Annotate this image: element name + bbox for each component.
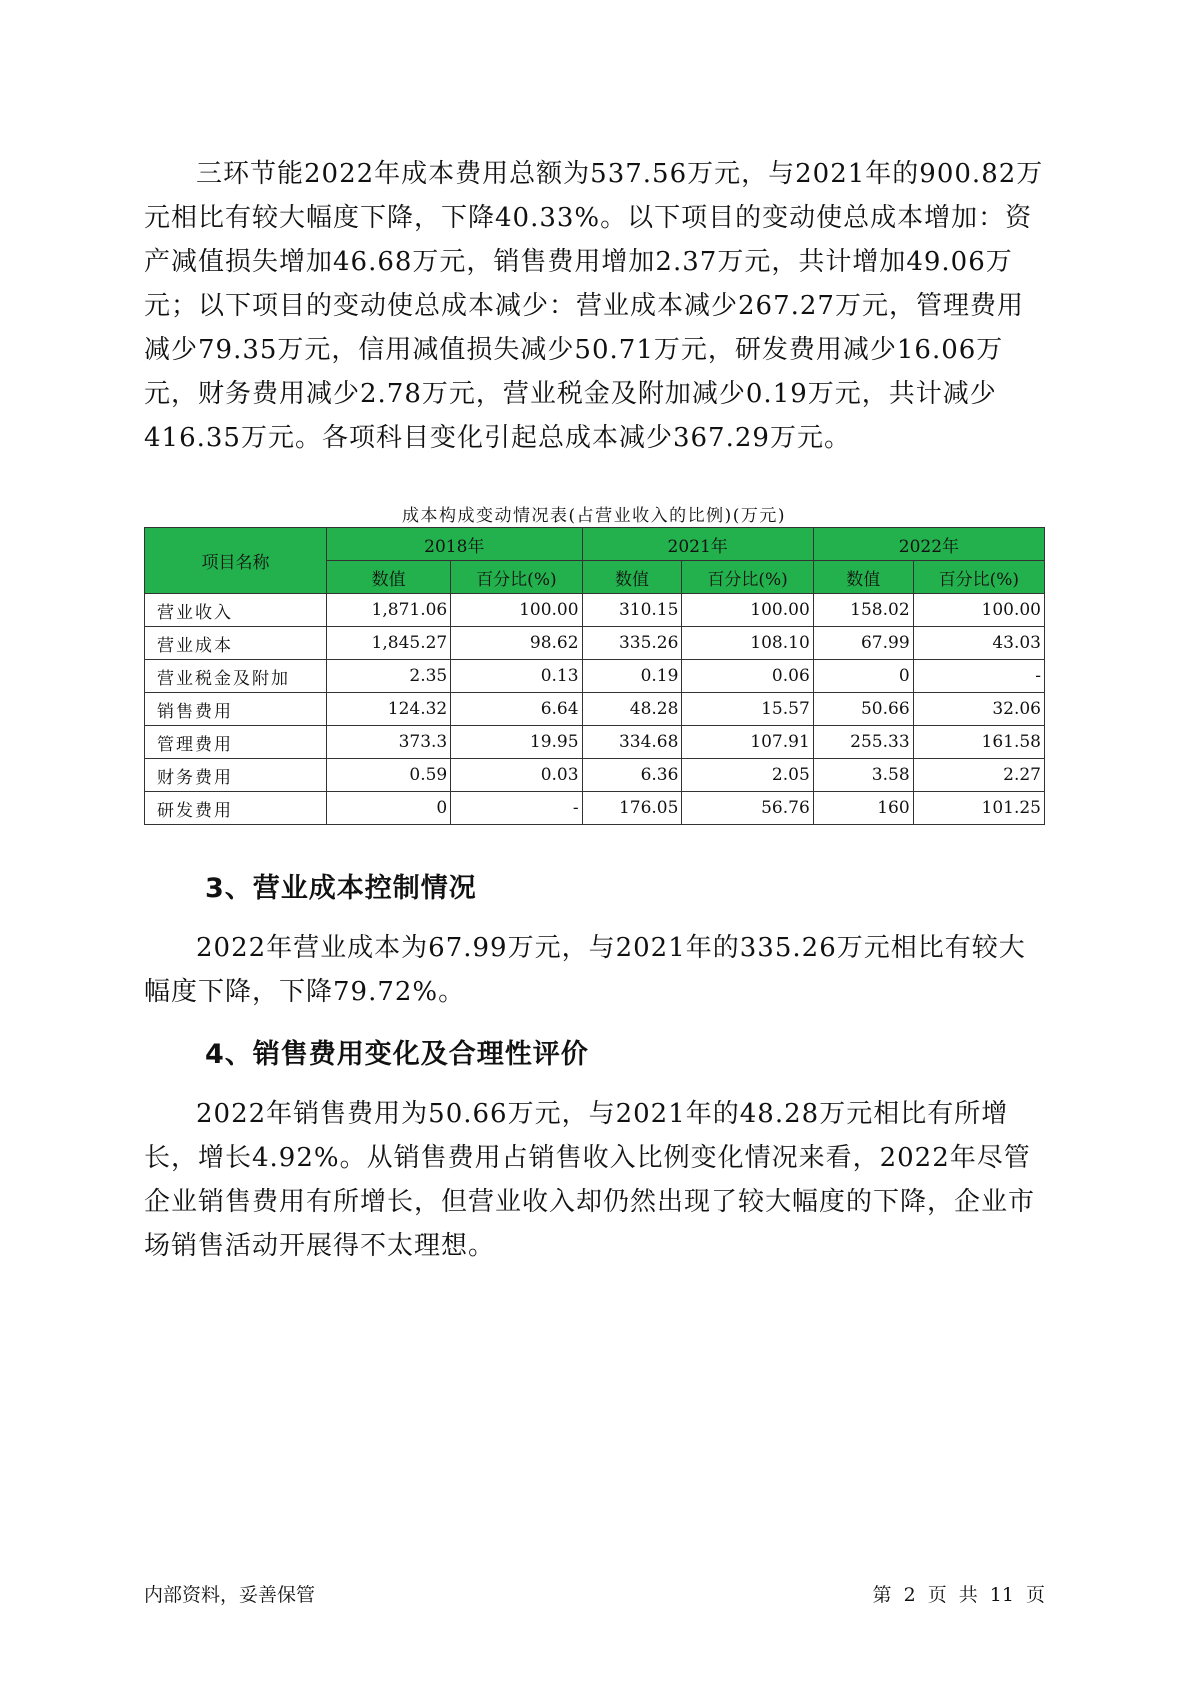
header-year-2022: 2022年 [813,528,1044,561]
row-label: 财务费用 [145,759,327,792]
table-cell: 1,871.06 [327,594,451,627]
table-cell: 101.25 [913,792,1044,825]
table-cell: 107.91 [682,726,813,759]
table-cell: 3.58 [813,759,913,792]
table-cell: 2.35 [327,660,451,693]
table-cell: 1,845.27 [327,627,451,660]
table-row [145,792,1045,825]
table-cell: 176.05 [582,792,682,825]
table-cell: 19.95 [451,726,582,759]
table-cell: 50.66 [813,693,913,726]
table-cell: 43.03 [913,627,1044,660]
table-cell: 160 [813,792,913,825]
table-cell: 6.36 [582,759,682,792]
table-cell: 2.05 [682,759,813,792]
table-cell: 0.59 [327,759,451,792]
summary-paragraph: 三环节能2022年成本费用总额为537.56万元，与2021年的900.82万元相比有较大幅度下降，下降40.33%。以下项目的变动使总成本增加：资产减值损失增加46.68万元，销售费用增加2.37万元，共计增加49.06万元；以下项目的变动使总成本减少：营业成本减少267.27万元，管理费用减少79.35万元，信用减值损失减少50.71万元，研发费用减少16.06万元，财务费用减少2.78万元，营业税金及附加减少0.19万元，共计减少416.35万元。各项科目变化引起总成本减少367.29万元。 [144,159,1044,453]
table-cell: 158.02 [813,594,913,627]
header-year-2018: 2018年 [327,528,583,561]
table-row [145,594,1045,627]
table-cell: 0 [813,660,913,693]
header-item-name: 项目名称 [145,528,327,594]
header-percent: 百分比(%) [913,561,1044,594]
table-row [145,726,1045,759]
table-caption: 成本构成变动情况表(占营业收入的比例)(万元) [401,506,787,526]
header-value: 数值 [813,561,913,594]
table-cell: 15.57 [682,693,813,726]
table-cell: 373.3 [327,726,451,759]
table-cell: 56.76 [682,792,813,825]
table-cell: 334.68 [582,726,682,759]
row-label: 营业成本 [145,627,327,660]
table-cell: 161.58 [913,726,1044,759]
table-cell: 255.33 [813,726,913,759]
table-cell: 124.32 [327,693,451,726]
row-label: 销售费用 [145,693,327,726]
cost-control-paragraph: 2022年营业成本为67.99万元，与2021年的335.26万元相比有较大幅度下降，下降79.72%。 [144,933,1026,1007]
table-row [145,660,1045,693]
table-row [145,693,1045,726]
table-cell: - [451,792,582,825]
footer-confidential-note: 内部资料，妥善保管 [144,1584,316,1606]
table-cell: 100.00 [913,594,1044,627]
table-row [145,627,1045,660]
row-label: 营业收入 [145,594,327,627]
table-cell: 335.26 [582,627,682,660]
section-heading-sales-expense: 4、销售费用变化及合理性评价 [205,1039,589,1070]
table-cell: 310.15 [582,594,682,627]
header-percent: 百分比(%) [451,561,582,594]
row-label: 研发费用 [145,792,327,825]
table-cell: - [913,660,1044,693]
table-cell: 0.13 [451,660,582,693]
footer-page-number: 第 2 页 共 11 页 [872,1584,1045,1606]
sales-expense-paragraph: 2022年销售费用为50.66万元，与2021年的48.28万元相比有所增长，增长4.92%。从销售费用占销售收入比例变化情况来看，2022年尽管企业销售费用有所增长，但营业收入却仍然出现了较大幅度的下降，企业市场销售活动开展得不太理想。 [144,1099,1036,1261]
header-value: 数值 [582,561,682,594]
table-cell: 100.00 [451,594,582,627]
table-cell: 48.28 [582,693,682,726]
header-year-2021: 2021年 [582,528,813,561]
table-cell: 0.03 [451,759,582,792]
row-label: 管理费用 [145,726,327,759]
table-cell: 0 [327,792,451,825]
table-cell: 98.62 [451,627,582,660]
table-cell: 2.27 [913,759,1044,792]
table-cell: 0.19 [582,660,682,693]
cost-structure-table [144,527,1045,825]
table-cell: 100.00 [682,594,813,627]
section-heading-cost-control: 3、营业成本控制情况 [205,873,477,904]
header-value: 数值 [327,561,451,594]
header-percent: 百分比(%) [682,561,813,594]
row-label: 营业税金及附加 [145,660,327,693]
table-cell: 67.99 [813,627,913,660]
table-cell: 108.10 [682,627,813,660]
table-cell: 0.06 [682,660,813,693]
table-cell: 6.64 [451,693,582,726]
table-row [145,759,1045,792]
table-cell: 32.06 [913,693,1044,726]
